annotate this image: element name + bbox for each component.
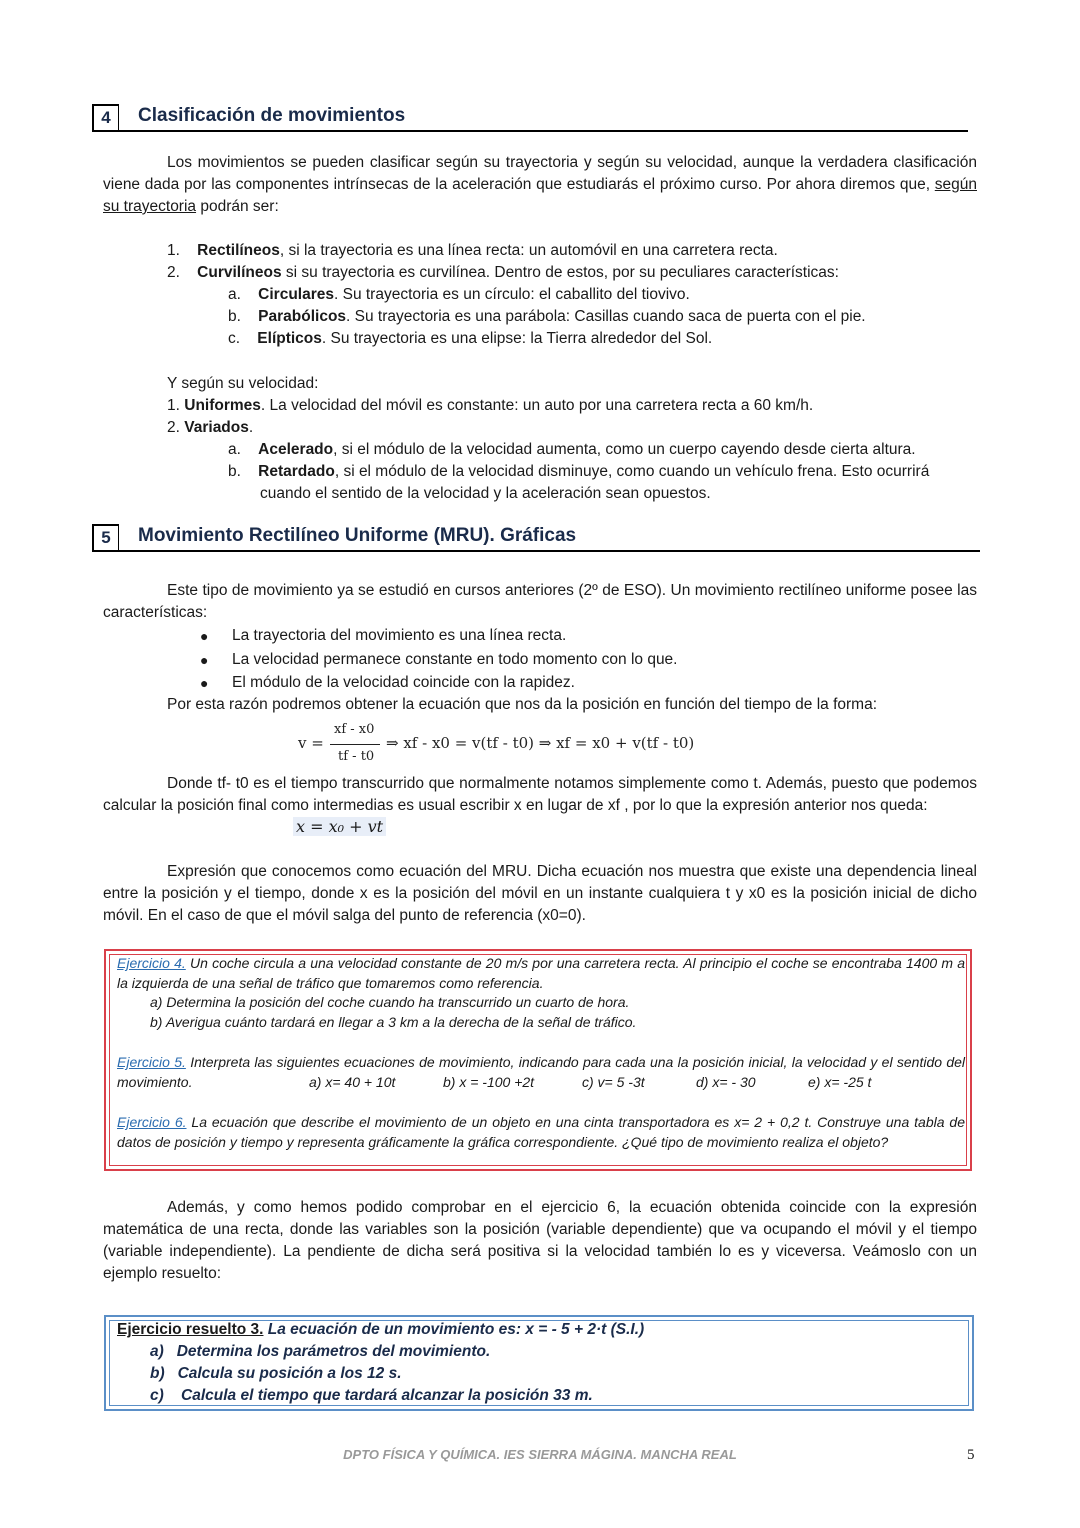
bullet-item: La trayectoria del movimiento es una línea recta. xyxy=(232,627,567,644)
list-item: a. Circulares. Su trayectoria es un círculo: el caballito del tiovivo. xyxy=(228,286,690,303)
velocity-formula: v = xf - x0 tf - t0 ⇒ xf - x0 = v(tf - t0) ⇒ xf = x0 + v(tf - t0) xyxy=(298,722,695,764)
bullet-item: El módulo de la velocidad coincide con la rapidez. xyxy=(232,674,575,691)
section-title: Clasificación de movimientos xyxy=(138,105,406,126)
list-item: c. Elípticos. Su trayectoria es una elipse: la Tierra alrededor del Sol. xyxy=(228,330,713,347)
page-number: 5 xyxy=(967,1447,975,1463)
exercise-5-item: d) x= - 30 xyxy=(696,1074,756,1090)
solved-exercise-title: Ejercicio resuelto 3. La ecuación de un movimiento es: x = - 5 + 2·t (S.I.) xyxy=(117,1321,645,1338)
velocity-intro: Y según su velocidad: xyxy=(167,375,319,392)
list-item: a. Acelerado, si el módulo de la velocidad aumenta, como un cuerpo cayendo desde cierta altura. xyxy=(228,441,916,458)
list-item-continuation: cuando el sentido de la velocidad y la aceleración sean opuestos. xyxy=(260,485,711,502)
solved-exercise-item: b) Calcula su posición a los 12 s. xyxy=(150,1365,402,1382)
exercise-5-item: c) v= 5 -3t xyxy=(582,1074,645,1090)
paragraph-intro: Los movimientos se pueden clasificar según su trayectoria y según su velocidad, aunque la verdadera clasificación viene dada por las componentes intrínsecas de la aceleración que estudiarás el próximo curso. Por ahora diremos que, según su trayectoria podrán ser: xyxy=(103,154,977,215)
exercise-4-b: b) Averigua cuánto tardará en llegar a 3 km a la derecha de la señal de tráfico. xyxy=(150,1014,637,1030)
exercise-6: Ejercicio 6. La ecuación que describe el movimiento de un objeto en una cinta transportadora es x= 2 + 0,2 t. Construye una tabla de datos de posición y tiempo y representa gráficamente la gráfica correspondiente. ¿Qué tipo de movimiento realiza el objeto? xyxy=(117,1114,966,1150)
list-item: 1. Rectilíneos, si la trayectoria es una línea recta: un automóvil en una carretera recta. xyxy=(167,242,778,259)
list-item: 2. Variados. xyxy=(167,419,254,436)
section-title: Movimiento Rectilíneo Uniforme (MRU). Gráficas xyxy=(138,525,577,546)
link-text: según su trayectoria xyxy=(103,176,977,215)
paragraph-reason: Por esta razón podremos obtener la ecuación que nos da la posición en función del tiempo de la forma: xyxy=(167,696,877,713)
list-item: 2. Curvilíneos si su trayectoria es curvilínea. Dentro de estos, por su peculiares características: xyxy=(167,264,839,281)
paragraph-expresion: Expresión que conocemos como ecuación del MRU. Dicha ecuación nos muestra que existe una dependencia lineal entre la posición y el tiempo, donde x es la posición del móvil en un instante cualquiera t y x0 es la posición inicial de dicho móvil. En el caso de que el móvil salga del punto de referencia (x0=0). xyxy=(103,863,977,924)
bullet-icon: ● xyxy=(200,628,209,644)
exercise-5-item: b) x = -100 +2t xyxy=(443,1074,535,1090)
list-item: 1. Uniformes. La velocidad del móvil es constante: un auto por una carretera recta a 60 km/h. xyxy=(167,397,814,414)
paragraph-ademas: Además, y como hemos podido comprobar en el ejercicio 6, la ecuación obtenida coincide con la expresión matemática de una recta, donde las variables son la posición (variable dependiente) que va ocupando el móvil y el tiempo (variable independiente). La pendiente de dicha será positiva si la velocidad también lo es y viceversa. Veámoslo con un ejemplo resuelto: xyxy=(103,1199,977,1282)
paragraph-donde: Donde tf- t0 es el tiempo transcurrido que normalmente notamos simplemente como t. Además, puesto que podemos calcular la posición final como intermedias es usual escribir x en lugar de xf , por lo que la expresión anterior nos queda: xyxy=(103,775,977,814)
page-footer: DPTO FÍSICA Y QUÍMICA. IES SIERRA MÁGINA. MANCHA REAL xyxy=(343,1447,737,1462)
exercise-4: Ejercicio 4. Un coche circula a una velocidad constante de 20 m/s por una carretera recta. Al principio el coche se encontraba 1400 m a la izquierda de una señal de tráfico que tomaremos como referencia. xyxy=(117,955,965,991)
solved-exercise-item: a) Determina los parámetros del movimiento. xyxy=(150,1343,491,1360)
section-number: 4 xyxy=(92,104,119,132)
section-5-header xyxy=(92,524,980,550)
paragraph-intro: Este tipo de movimiento ya se estudió en cursos anteriores (2º de ESO). Un movimiento rectilíneo uniforme posee las características: xyxy=(103,582,977,621)
section-4-header xyxy=(92,104,968,130)
divider xyxy=(92,550,980,552)
list-item: b. Retardado, si el módulo de la velocidad disminuye, como cuando un vehículo frena. Esto ocurrirá xyxy=(228,463,930,480)
section-number: 5 xyxy=(92,524,119,552)
solved-exercise-item: c) Calcula el tiempo que tardará alcanzar la posición 33 m. xyxy=(150,1387,593,1404)
divider xyxy=(92,130,968,132)
bullet-item: La velocidad permanece constante en todo momento con lo que. xyxy=(232,651,678,668)
exercise-4-a: a) Determina la posición del coche cuando ha transcurrido un cuarto de hora. xyxy=(150,994,630,1010)
list-item: b. Parabólicos. Su trayectoria es una parábola: Casillas cuando saca de puerta con el pie. xyxy=(228,308,866,325)
bullet-icon: ● xyxy=(200,652,209,668)
exercise-5-item: e) x= -25 t xyxy=(808,1074,872,1090)
bullet-icon: ● xyxy=(200,675,209,691)
exercise-5: Ejercicio 5. Interpreta las siguientes ecuaciones de movimiento, indicando para cada una la posición inicial, la velocidad y el sentido del movimiento. xyxy=(117,1054,966,1090)
exercise-5-item: a) x= 40 + 10t xyxy=(309,1074,396,1090)
mru-equation: x = x₀ + vt xyxy=(293,817,386,837)
